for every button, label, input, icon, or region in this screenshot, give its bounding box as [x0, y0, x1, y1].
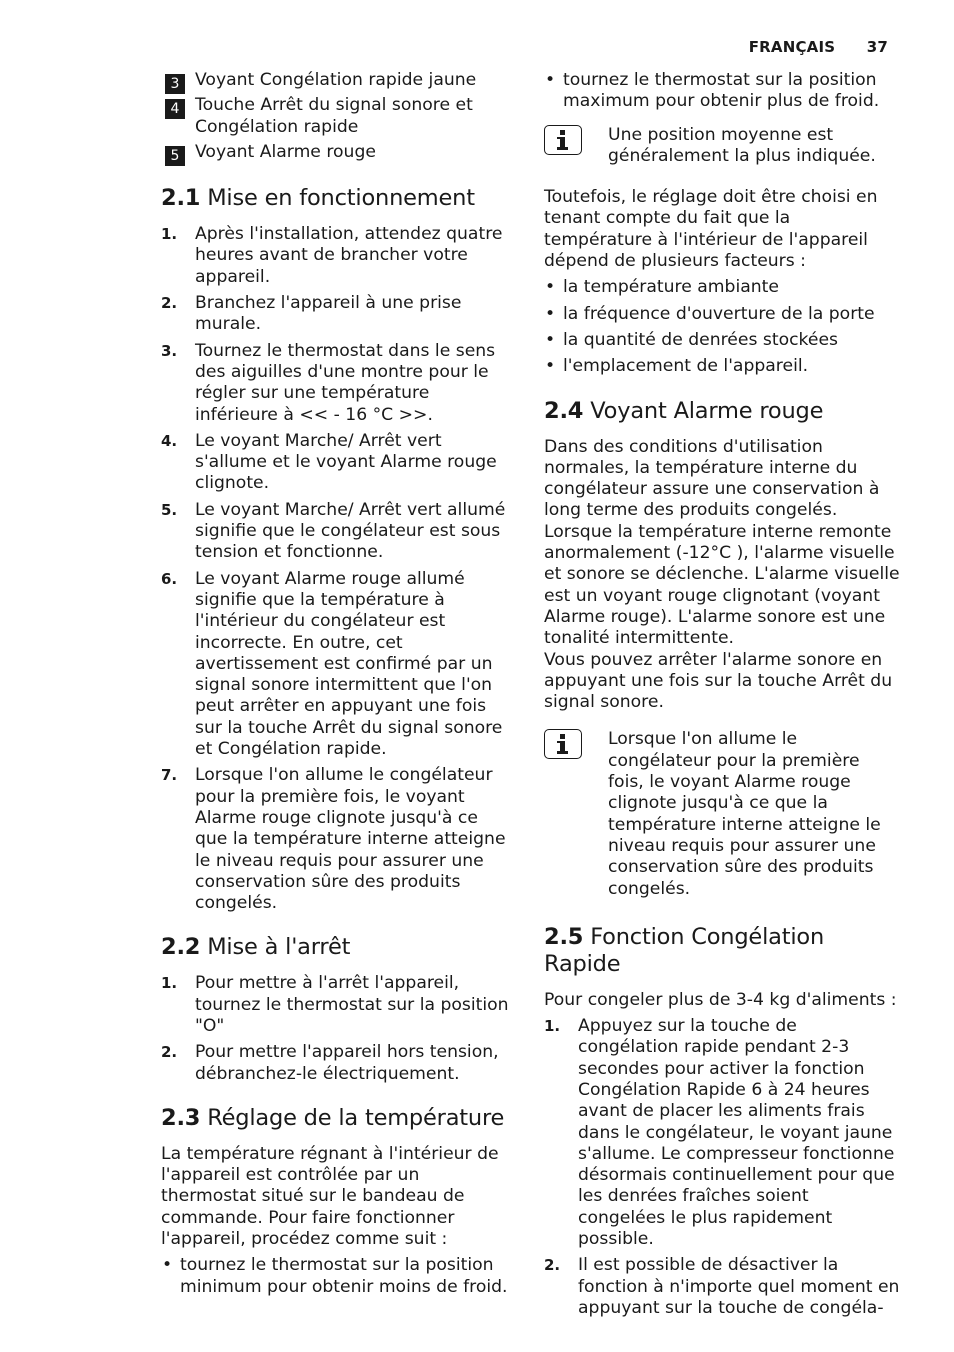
legend-number-badge: 4 [165, 99, 185, 119]
list-item [544, 1255, 900, 1319]
temperature-bullets [161, 1255, 515, 1298]
list-item: • la température ambiante [544, 277, 900, 298]
legend-item [161, 95, 515, 138]
list-item [161, 500, 515, 564]
section-number: 2.5 [544, 923, 584, 950]
section-title: Mise en fonctionnement [207, 185, 475, 212]
step-number: 1. [161, 974, 178, 993]
step-number: 4. [161, 431, 178, 450]
info-note [544, 729, 900, 899]
step-number: 6. [161, 569, 178, 588]
legend-number-badge: 5 [165, 146, 185, 166]
legend-item [161, 142, 515, 163]
section-number: 2.3 [161, 1104, 201, 1131]
section-heading-2-1 [161, 185, 515, 212]
section-heading-2-2 [161, 934, 515, 961]
shutdown-steps [161, 973, 515, 1084]
list-item [161, 765, 515, 914]
list-item [161, 341, 515, 426]
startup-steps [161, 224, 515, 914]
list-item: • la quantité de denrées stockées [544, 330, 900, 351]
section-title: Mise à l'arrêt [207, 934, 351, 961]
section-title: Fonction Congélation Rapide [544, 923, 825, 977]
section-title: Réglage de la température [207, 1104, 505, 1131]
info-text: Une position moyenne est généralement la plus indiquée. [608, 124, 876, 166]
info-note [544, 125, 900, 168]
parts-legend [161, 70, 515, 163]
step-text: Lorsque l'on allume le congélateur pour la première fois, le voyant Alarme rouge clignote jusqu'à ce que la température interne atteigne le niveau requis pour assurer une conservation sûre des produits congelés. [195, 765, 506, 914]
legend-item [161, 70, 515, 91]
step-text: Tournez le thermostat dans le sens des aiguilles d'une montre pour le régler sur une température inférieure à << - 16 °C >>. [195, 340, 496, 425]
language-label: FRANÇAIS [748, 38, 836, 56]
legend-text: Touche Arrêt du signal sonore et Congélation rapide [195, 95, 473, 137]
list-item: • tournez le thermostat sur la position maximum pour obtenir plus de froid. [544, 70, 900, 113]
section-heading-2-5 [544, 924, 900, 978]
alarm-paragraph: Dans des conditions d'utilisation normales, la température interne du congélateur assure une conservation à long terme des produits congelés. [544, 436, 880, 521]
step-number: 2. [544, 1256, 561, 1275]
info-text: Lorsque l'on allume le congélateur pour la première fois, le voyant Alarme rouge clignote jusqu'à ce que la température interne atteigne le niveau requis pour assurer une conservation sûre des produits congelés. [608, 729, 881, 899]
step-number: 7. [161, 766, 178, 785]
section-heading-2-4 [544, 398, 900, 425]
step-text: Pour mettre l'appareil hors tension, débranchez-le électriquement. [195, 1042, 499, 1084]
step-text: Pour mettre à l'arrêt l'appareil, tournez le thermostat sur la position "O" [195, 973, 509, 1036]
list-item [544, 1016, 900, 1250]
step-text: Après l'installation, attendez quatre heures avant de brancher votre appareil. [195, 224, 503, 287]
temperature-bullets-continued [544, 70, 900, 113]
step-number: 3. [161, 341, 178, 360]
legend-number-badge: 3 [165, 74, 185, 94]
legend-text: Voyant Congélation rapide jaune [195, 70, 477, 90]
factors-list [544, 277, 900, 377]
step-number: 2. [161, 294, 178, 313]
list-item [161, 224, 515, 288]
section-number: 2.1 [161, 185, 201, 212]
step-number: 1. [544, 1017, 561, 1036]
info-icon [544, 729, 582, 759]
section-title: Voyant Alarme rouge [590, 397, 824, 424]
fast-freeze-intro: Pour congeler plus de 3-4 kg d'aliments : [544, 989, 897, 1010]
step-text: Il est possible de désactiver la fonction à n'importe quel moment en appuyant sur la touche de congéla- [578, 1255, 900, 1318]
info-icon [544, 125, 582, 155]
step-text: Appuyez sur la touche de congélation rapide pendant 2-3 secondes pour activer la fonction Congélation Rapide 6 à 24 heures avant de placer les aliments frais dans le congélateur, le voyant jaune s'allume. Le compresseur fonctionne désormais continuellement pour que les denrées fraîches soient congelées le plus rapidement possible. [578, 1016, 895, 1250]
page-header [749, 38, 888, 56]
step-number: 5. [161, 500, 178, 519]
step-text: Branchez l'appareil à une prise murale. [195, 293, 462, 335]
step-number: 1. [161, 225, 178, 244]
list-item [161, 431, 515, 495]
list-item [161, 973, 515, 1037]
section-number: 2.4 [544, 397, 584, 424]
temperature-intro: La température régnant à l'intérieur de l'appareil est contrôlée par un thermostat situé sur le bandeau de commande. Pour faire fonctionner l'appareil, procédez comme suit : [161, 1143, 499, 1250]
left-column [161, 70, 515, 1303]
legend-text: Voyant Alarme rouge [195, 141, 376, 162]
step-text: Le voyant Marche/ Arrêt vert allumé signifie que le congélateur est sous tension et fonctionne. [195, 499, 506, 563]
list-item [161, 293, 515, 336]
section-number: 2.2 [161, 934, 201, 961]
list-item [161, 569, 515, 761]
step-text: Le voyant Alarme rouge allumé signifie que la température à l'intérieur du congélateur est incorrecte. En outre, cet avertissement est confirmé par un signal sonore intermittent que l'on peut arrêter en appuyant une fois sur la touche Arrêt du signal sonore et Congélation rapide. [195, 568, 503, 760]
page-number: 37 [866, 38, 888, 56]
factors-intro: Toutefois, le réglage doit être choisi en tenant compte du fait que la température à l'intérieur de l'appareil dépend de plusieurs facteurs : [544, 187, 878, 272]
step-number: 2. [161, 1043, 178, 1062]
alarm-paragraph: Vous pouvez arrêter l'alarme sonore en appuyant une fois sur la touche Arrêt du signal sonore. [544, 649, 893, 713]
step-text: Le voyant Marche/ Arrêt vert s'allume et le voyant Alarme rouge clignote. [195, 430, 497, 494]
right-column [544, 70, 900, 1324]
list-item: • tournez le thermostat sur la position minimum pour obtenir moins de froid. [161, 1255, 515, 1298]
list-item [161, 1042, 515, 1085]
fast-freeze-steps [544, 1016, 900, 1319]
alarm-paragraph: Lorsque la température interne remonte anormalement (-12°C ), l'alarme visuelle et sonore se déclenche. L'alarme visuelle est un voyant rouge clignotant (voyant Alarme rouge). L'alarme sonore est une tonalité intermittente. [544, 521, 900, 649]
list-item: • la fréquence d'ouverture de la porte [544, 304, 900, 325]
list-item: • l'emplacement de l'appareil. [544, 356, 900, 377]
section-heading-2-3 [161, 1105, 515, 1132]
